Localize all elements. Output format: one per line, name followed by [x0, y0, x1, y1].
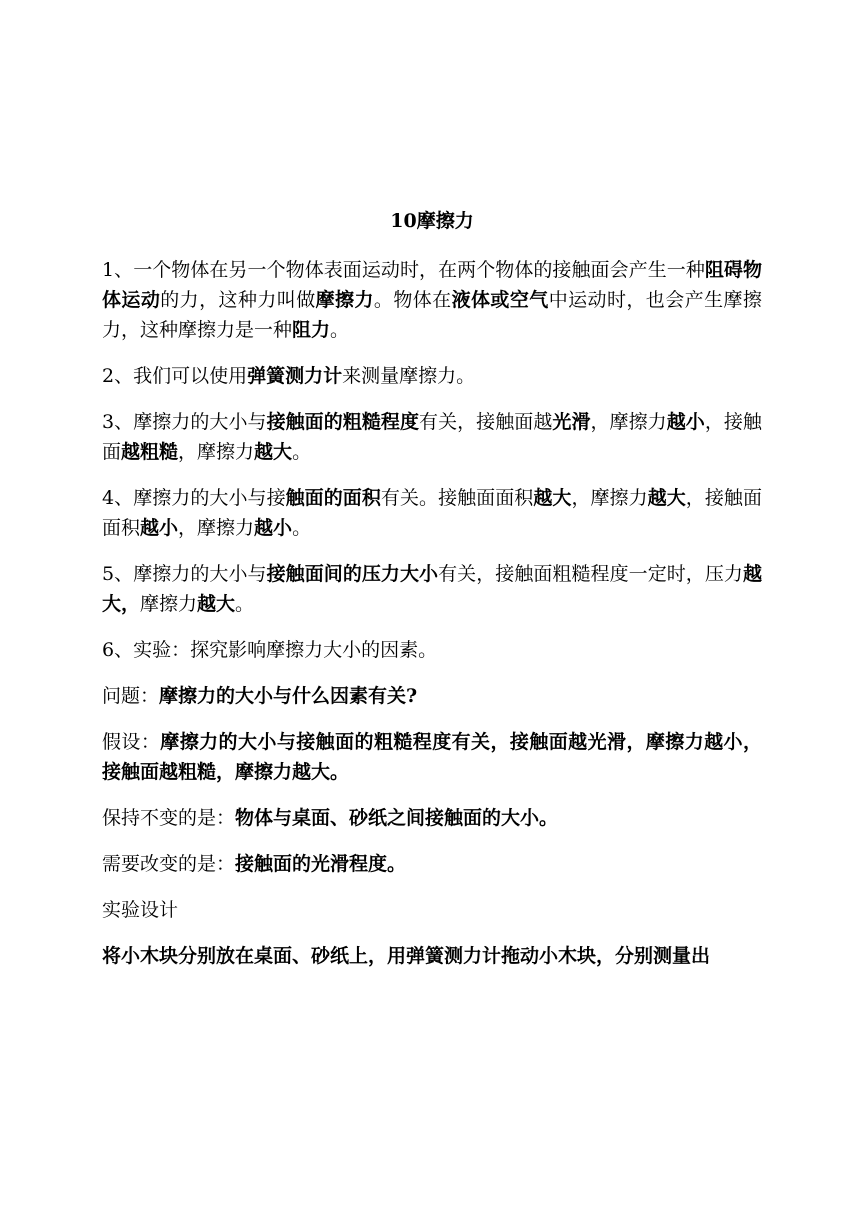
text-segment: 问题： — [102, 685, 160, 707]
bold-text: 弹簧测力计 — [247, 365, 343, 387]
text-segment: 1、一个物体在另一个物体表面运动时，在两个物体的接触面会产生一种 — [102, 259, 705, 281]
paragraph-p9 — [102, 803, 762, 833]
bold-text: 物体与桌面、砂纸之间接触面的大小。 — [235, 807, 559, 829]
text-segment: 。 — [292, 441, 312, 463]
text-segment: ，接触面面积 — [102, 487, 762, 539]
bold-text: 摩擦力 — [315, 289, 374, 311]
bold-text: 摩擦力的大小与什么因素有关? — [159, 685, 418, 707]
text-segment: 。物体在 — [373, 289, 452, 311]
text-segment: ，摩擦力 — [590, 411, 667, 433]
paragraph-p7 — [102, 681, 762, 711]
bold-text: 接触面的光滑程度。 — [235, 853, 407, 875]
bold-text: 光滑 — [552, 411, 591, 433]
bold-text: 越小 — [254, 517, 293, 539]
paragraph-p10 — [102, 849, 762, 879]
bold-text: 越大 — [647, 487, 686, 509]
bold-text: 越小 — [666, 411, 705, 433]
text-segment: 2、我们可以使用 — [102, 365, 248, 387]
paragraph-p12 — [102, 941, 762, 971]
paragraph-p6 — [102, 635, 762, 665]
paragraph-p5 — [102, 559, 762, 619]
bold-text: 接触面的粗糙程度 — [266, 411, 420, 433]
paragraph-p8 — [102, 727, 762, 787]
bold-text: 阻力 — [292, 319, 331, 341]
text-segment: 中运动时，也会产生摩擦力，这种摩擦力是一种 — [102, 289, 762, 341]
text-segment: 有关。接触面面积 — [380, 487, 534, 509]
text-segment: 6、实验：探究影响摩擦力大小的因素。 — [102, 639, 438, 661]
text-segment: 实验设计 — [102, 899, 179, 921]
paragraph-p3 — [102, 407, 762, 467]
text-segment: ，接触面 — [102, 411, 762, 463]
text-segment: 5、摩擦力的大小与 — [102, 563, 267, 585]
text-segment: 需要改变的是： — [102, 853, 236, 875]
bold-text: 阻碍物体运动 — [102, 259, 762, 311]
bold-text: 触面的面积 — [285, 487, 381, 509]
text-segment: ，摩擦力 — [178, 517, 255, 539]
text-segment: 的力，这种力叫做 — [160, 289, 316, 311]
bold-text: 越粗糙 — [121, 441, 179, 463]
text-segment: 假设： — [102, 731, 161, 753]
paragraph-p4 — [102, 483, 762, 543]
text-segment: 有关，接触面粗糙程度一定时，压力 — [438, 563, 743, 585]
bold-text: 将小木块分别放在桌面、砂纸上，用弹簧测力计拖动小木块，分别测量出 — [102, 945, 711, 967]
bold-text: 接触面间的压力大小 — [266, 563, 439, 585]
paragraph-p1 — [102, 255, 762, 345]
bold-text: 越大 — [254, 441, 293, 463]
text-segment: 。 — [330, 319, 350, 341]
bold-text: 越大 — [197, 593, 236, 615]
bold-text: 越小 — [140, 517, 179, 539]
text-segment: 3、摩擦力的大小与 — [102, 411, 267, 433]
text-segment: 。 — [292, 517, 312, 539]
bold-text: 摩擦力的大小与接触面的粗糙程度有关，接触面越光滑，摩擦力越小，接触面越粗糙，摩擦力越大。 — [102, 731, 762, 783]
bold-text: 越大 — [533, 487, 572, 509]
document-body — [102, 255, 762, 987]
text-segment: 。 — [235, 593, 255, 615]
text-segment: ，摩擦力 — [571, 487, 648, 509]
text-segment: 4、摩擦力的大小与接 — [102, 487, 286, 509]
text-segment: 摩擦力 — [140, 593, 198, 615]
text-segment: 有关，接触面越 — [419, 411, 553, 433]
bold-text: 越大， — [102, 563, 762, 615]
paragraph-p2 — [102, 361, 762, 391]
document-title: 10摩擦力 — [390, 210, 474, 232]
text-segment: 来测量摩擦力。 — [342, 365, 476, 387]
paragraph-p11 — [102, 895, 762, 925]
text-segment: 保持不变的是： — [102, 807, 236, 829]
bold-text: 液体或空气 — [451, 289, 549, 311]
text-segment: ，摩擦力 — [178, 441, 255, 463]
